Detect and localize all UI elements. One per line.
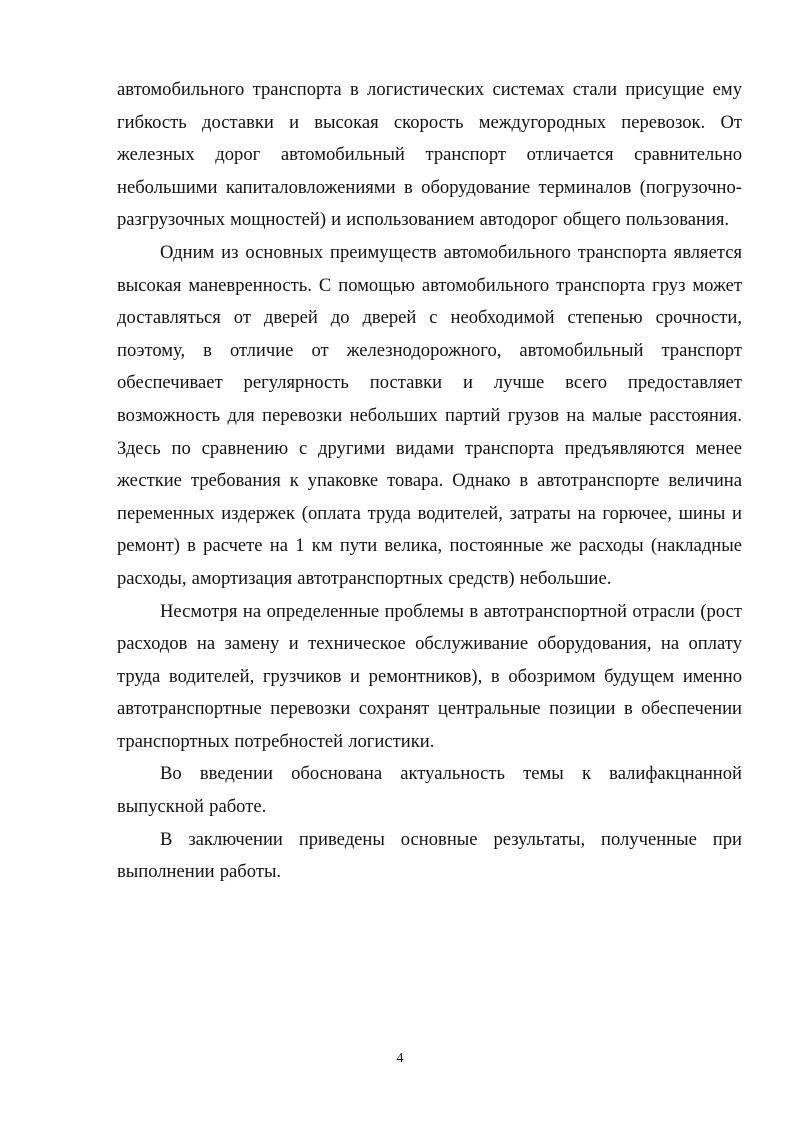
paragraph-introduction-summary: Во введении обоснована актуальность темы к валифакцнанной выпускной работе. <box>117 763 742 818</box>
page-number: 4 <box>396 1051 404 1066</box>
paragraph-road-transport-advantages: Одним из основных преимуществ автомобильного транспорта является высокая маневренность. С помощью автомобильного транспорта груз может доставляться от дверей до дверей с необходимой степенью срочности, поэтому, в отличие от железнодорожного, автомобильный транспорт обеспечивает регулярность поставки и лучше всего предоставляет возможность для перевозки небольших партий грузов на малые расстояния. Здесь по сравнению с другими видами транспорта предъявляются менее жесткие требования к упаковке товара. Однако в автотранспорте величина переменных издержек (оплата труда водителей, затраты на горючее, шины и ремонт) в расчете на 1 км пути велика, постоянные же расходы (накладные расходы, амортизация автотранспортных средств) небольшие. <box>117 241 742 589</box>
paragraph-road-transport-outlook: Несмотря на определенные проблемы в автотранспортной отрасли (рост расходов на замену и техническое обслуживание оборудования, на оплату труда водителей, грузчиков и ремонтников), в обозримом будущем именно автотранспортные перевозки сохранят центральные позиции в обеспечении транспортных потребностей логистики. <box>117 600 742 752</box>
paragraph-conclusion-summary: В заключении приведены основные результаты, полученные при выполнении работы. <box>117 828 742 883</box>
paragraph-continuation: автомобильного транспорта в логистических системах стали присущие ему гибкость доставки и высокая скорость междугородных перевозок. От железных дорог автомобильный транспорт отличается сравнительно небольшими капиталовложениями в оборудование терминалов (погрузочно-разгрузочных мощностей) и использованием автодорог общего пользования. <box>117 79 742 231</box>
body-text <box>117 74 742 889</box>
